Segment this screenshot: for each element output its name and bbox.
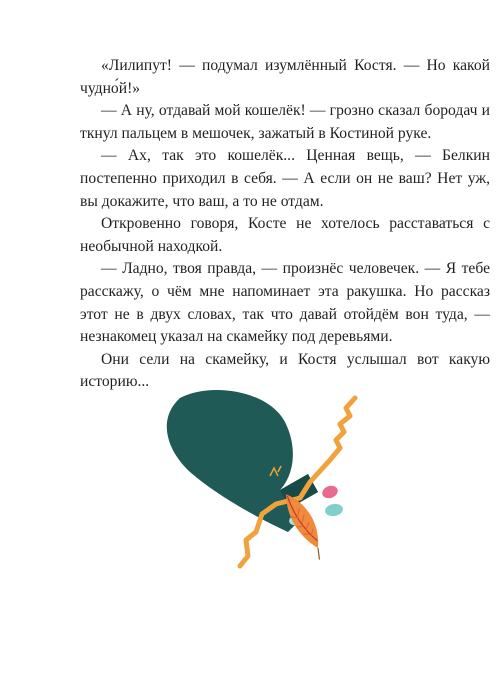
- paragraph: — Ах, так это кошелёк... Ценная вещь, — Белкин постепенно приходил в себя. — А если он не ваш? Нет уж, вы докажите, что ваш, а то не отдам.: [80, 147, 490, 210]
- story-text: [80, 55, 490, 394]
- paragraph: — Ладно, твоя правда, — произнёс человечек. — Я тебе расскажу, о чём мне напоминает эта ракушка. Но рассказ этот не в двух словах, так что давай отойдём вон туда, — незнакомец указал на скамейку под деревьями.: [80, 260, 490, 346]
- paragraph: — А ну, отдавай мой кошелёк! — грозно сказал бородач и ткнул пальцем в мешочек, зажатый в Костиной руке.: [80, 102, 490, 142]
- shell-pink-icon: [320, 484, 339, 501]
- paragraph: «Лилипут! — подумал изумлённый Костя. — Но какой чудно́й!»: [80, 57, 490, 97]
- paragraph: Они сели на скамейку, и Костя услышал вот какую историю...: [80, 350, 490, 391]
- shell-teal-icon: [324, 503, 344, 518]
- paragraph: Откровенно говоря, Косте не хотелось расставаться с необычной находкой.: [80, 215, 490, 255]
- pouch-illustration: [150, 380, 360, 580]
